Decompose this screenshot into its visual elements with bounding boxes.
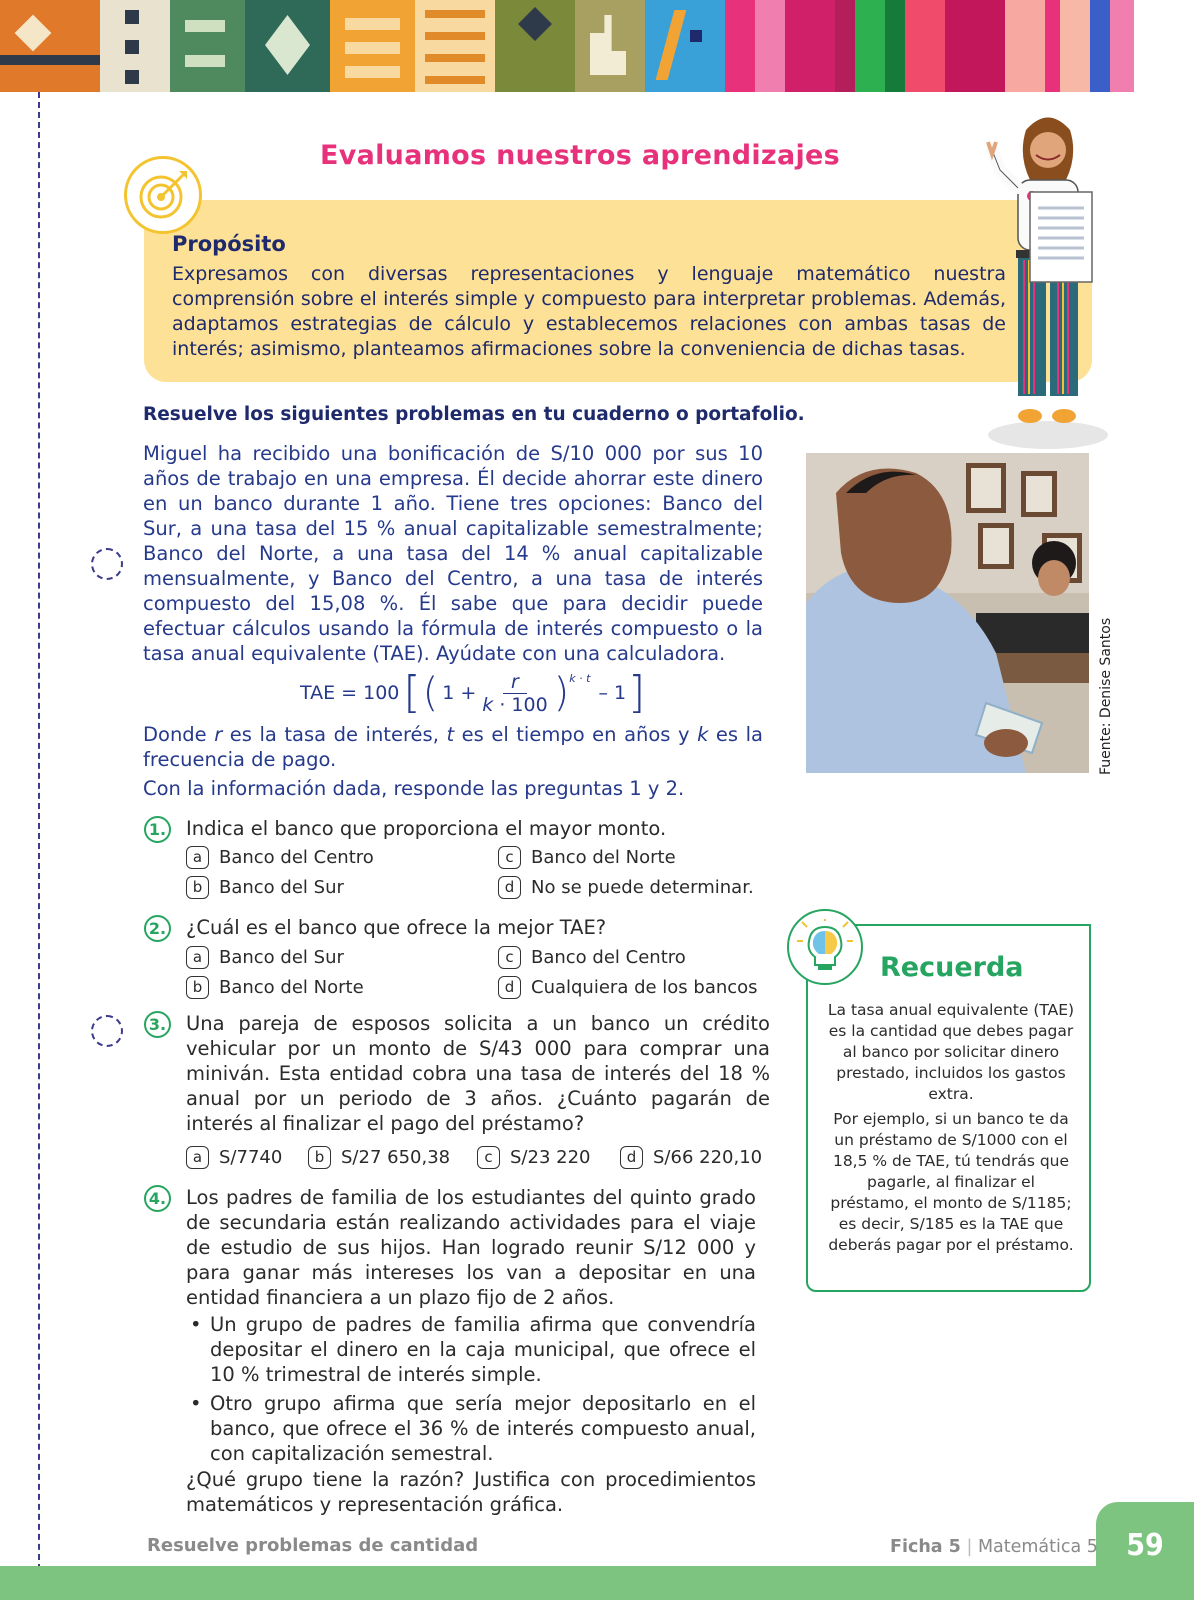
problem-intro: Miguel ha recibido una bonificación de S/10 000 por sus 10 años de trabajo en una empresa. Él decide ahorrar este dinero en un banco durante 1 año. Tiene tres opciones: Banco del Sur, a una tasa del 15 % anual capitalizable semestralmente; Banco del Norte, a una tasa del 14 % anual capitalizable mensualmente, y Banco del Centro, a una tasa de interés compuesto del 15,08 %. Él sabe que para decidir puede efectuar cálculos usando la fórmula de interés compuesto o la tasa anual equivalente (TAE). Ayúdate con una calculadora. (143, 442, 763, 665)
q2-option-a[interactable]: a Banco del Sur (186, 946, 344, 969)
textile-banner (0, 0, 1194, 92)
formula-numerator: r (503, 671, 527, 694)
recuerda-paragraph-1: La tasa anual equivalente (TAE) es la cantidad que debes pagar al banco por solicitar dinero prestado, incluidos los gastos extra. (827, 1001, 1075, 1103)
formula-lhs: TAE = 100 (300, 682, 400, 704)
question-3-text: Una pareja de esposos solicita a un banco un crédito vehicular por un monto de S/43 000 para comprar una miniván. Esta entidad cobra una tasa de interés del 18 % anual por un periodo de 3 años. ¿Cuánto pagarán de interés al finalizar el pago del préstamo? (186, 1012, 770, 1135)
q1-option-b[interactable]: b Banco del Sur (186, 876, 344, 899)
target-icon (124, 156, 202, 234)
purpose-box (144, 200, 1092, 382)
formula-den-k: k (482, 693, 494, 716)
q2-option-d[interactable]: d Cualquiera de los bancos (498, 976, 758, 999)
question-2-text: ¿Cuál es el banco que ofrece la mejor TAE? (186, 916, 607, 939)
formula-minus: – 1 (598, 682, 627, 704)
margin-dashed-line (38, 92, 40, 1600)
q3-option-d[interactable]: d S/66 220,10 (620, 1146, 762, 1169)
recuerda-title: Recuerda (880, 952, 1024, 983)
q3-option-a[interactable]: a S/7740 (186, 1146, 282, 1169)
photo-man-with-check (806, 453, 1089, 773)
question-4-text: Los padres de familia de los estudiantes del quinto grado de secundaria están realizando actividades para el viaje de estudio de sus hijos. Han logrado reunir S/12 000 y para ganar más intereses los van a depositar en una entidad financiera a un plazo fijo de 2 años. (186, 1186, 756, 1309)
q3-option-c[interactable]: c S/23 220 (477, 1146, 590, 1169)
question-1-number: 1. (144, 816, 171, 843)
formula-explanation: Donde r es la tasa de interés, t es el tiempo en años y k es la frecuencia de pago. (143, 723, 763, 771)
q3-option-b[interactable]: b S/27 650,38 (308, 1146, 450, 1169)
margin-marker (91, 548, 123, 580)
formula-den-rest: · 100 (499, 693, 548, 716)
question-4-bullet-1: • Un grupo de padres de familia afirma que convendría depositar el dinero en la caja municipal, que ofrece el 10 % trimestral de interés simple. (190, 1313, 756, 1386)
q1-option-d[interactable]: d No se puede determinar. (498, 876, 754, 899)
question-3-number: 3. (144, 1011, 171, 1038)
question-4-bullet-2: • Otro grupo afirma que sería mejor depositarlo en el banco, que ofrece el 36 % de interés compuesto anual, con capitalización semestral. (190, 1392, 756, 1465)
photo-credit: Fuente: Denise Santos (1098, 617, 1114, 775)
formula-exponent: k · t (569, 672, 591, 685)
question-2-number: 2. (144, 915, 171, 942)
teacher-illustration (978, 110, 1118, 450)
q1-option-a[interactable]: a Banco del Centro (186, 846, 374, 869)
brain-lightbulb-icon (787, 909, 863, 985)
q2-option-b[interactable]: b Banco del Norte (186, 976, 364, 999)
page-number: 59 (1126, 1528, 1164, 1563)
formula-one: 1 + (442, 682, 477, 704)
footer-ficha: Ficha 5 | Matemática 5 (890, 1537, 1098, 1557)
question-1-text: Indica el banco que proporciona el mayor monto. (186, 817, 667, 840)
questions-instruction: Con la información dada, responde las preguntas 1 y 2. (143, 777, 685, 800)
tae-formula: TAE = 100 [ ( 1 + $\frac{r}{k \cdot 100}$ ) k · t – 1 ] (300, 667, 646, 718)
instruction-text: Resuelve los siguientes problemas en tu cuaderno o portafolio. (143, 404, 805, 425)
purpose-text: Expresamos con diversas representaciones y lenguaje matemático nuestra comprensión sobre el interés simple y compuesto para interpretar problemas. Además, adaptamos estrategias de cálculo y establecemos relaciones con ambas tasas de interés; asimismo, planteamos afirmaciones sobre la conveniencia de dichas tasas. (172, 263, 1006, 360)
question-4-closing: ¿Qué grupo tiene la razón? Justifica con procedimientos matemáticos y representación gráfica. (186, 1468, 756, 1516)
question-4-number: 4. (144, 1185, 171, 1212)
page-title: Evaluamos nuestros aprendizajes (319, 140, 841, 171)
footer-competency: Resuelve problemas de cantidad (147, 1535, 479, 1556)
margin-marker (91, 1015, 123, 1047)
footer-band (0, 1566, 1194, 1600)
q1-option-c[interactable]: c Banco del Norte (498, 846, 676, 869)
recuerda-paragraph-2: Por ejemplo, si un banco te da un préstamo de S/1000 con el 18,5 % de TAE, tú tendrás que pagarle, al finalizar el préstamo, el monto de S/1185; es decir, S/185 es la TAE que deberás pagar por el préstamo. (828, 1110, 1074, 1254)
q2-option-c[interactable]: c Banco del Centro (498, 946, 686, 969)
purpose-title: Propósito (172, 232, 286, 256)
